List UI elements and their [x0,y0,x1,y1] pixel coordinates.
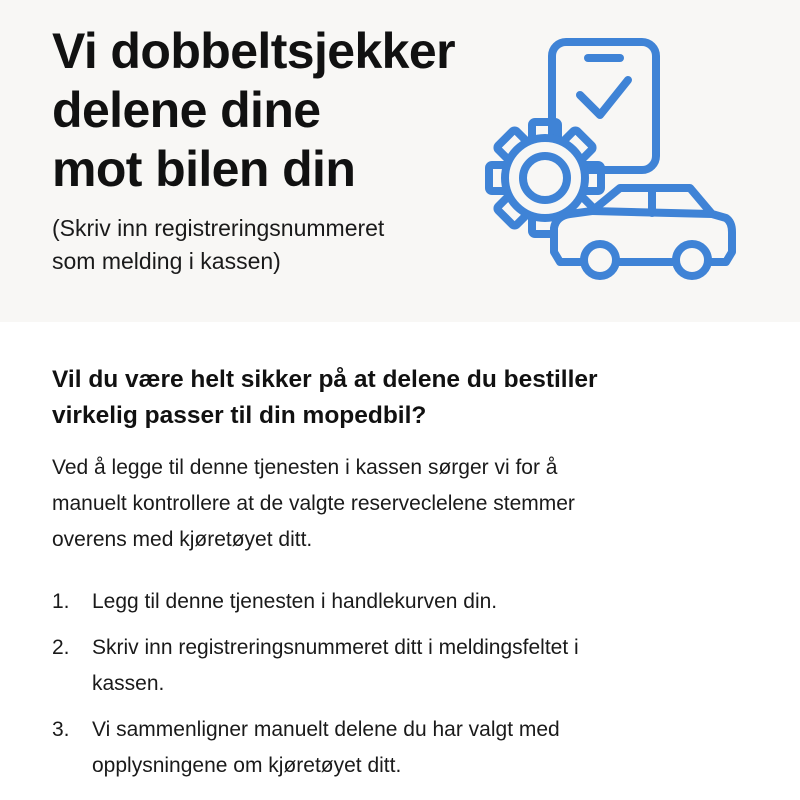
page-title-line: Vi dobbeltsjekker [52,23,455,79]
step-text-line: Vi sammenligner manuelt delene du har valgt med [92,718,560,741]
hero-banner [0,0,800,322]
page-subtitle [52,212,492,278]
intro-line: overens med kjøretøyet ditt. [52,528,313,551]
step-text-line: kassen. [92,672,165,695]
section-heading-line: virkelig passer til din mopedbil? [52,402,427,429]
list-item [52,712,772,784]
intro-line: Ved å legge til denne tjenesten i kassen sørger vi for å [52,456,558,479]
page-subtitle-line: (Skriv inn registreringsnummeret [52,215,385,241]
section-heading-line: Vil du være helt sikker på at delene du bestiller [52,366,598,393]
page-title-line: delene dine [52,82,321,138]
intro-paragraph [52,450,772,558]
step-number: 1. [52,590,70,613]
step-number: 3. [52,718,70,741]
page-subtitle-line: som melding i kassen) [52,248,281,274]
steps-list [52,584,772,784]
section-heading [52,362,772,434]
step-text-line: Legg til denne tjenesten i handlekurven din. [92,590,498,613]
step-text-line: Skriv inn registreringsnummeret ditt i meldingsfeltet i [92,636,579,659]
step-number: 2. [52,636,70,659]
step-text-line: opplysningene om kjøretøyet ditt. [92,754,402,777]
list-item [52,630,772,702]
vehicle-check-illustration [470,20,770,300]
list-item [52,584,772,620]
intro-line: manuelt kontrollere at de valgte reserveclelene stemmer [52,492,575,515]
page-title-line: mot bilen din [52,141,356,197]
